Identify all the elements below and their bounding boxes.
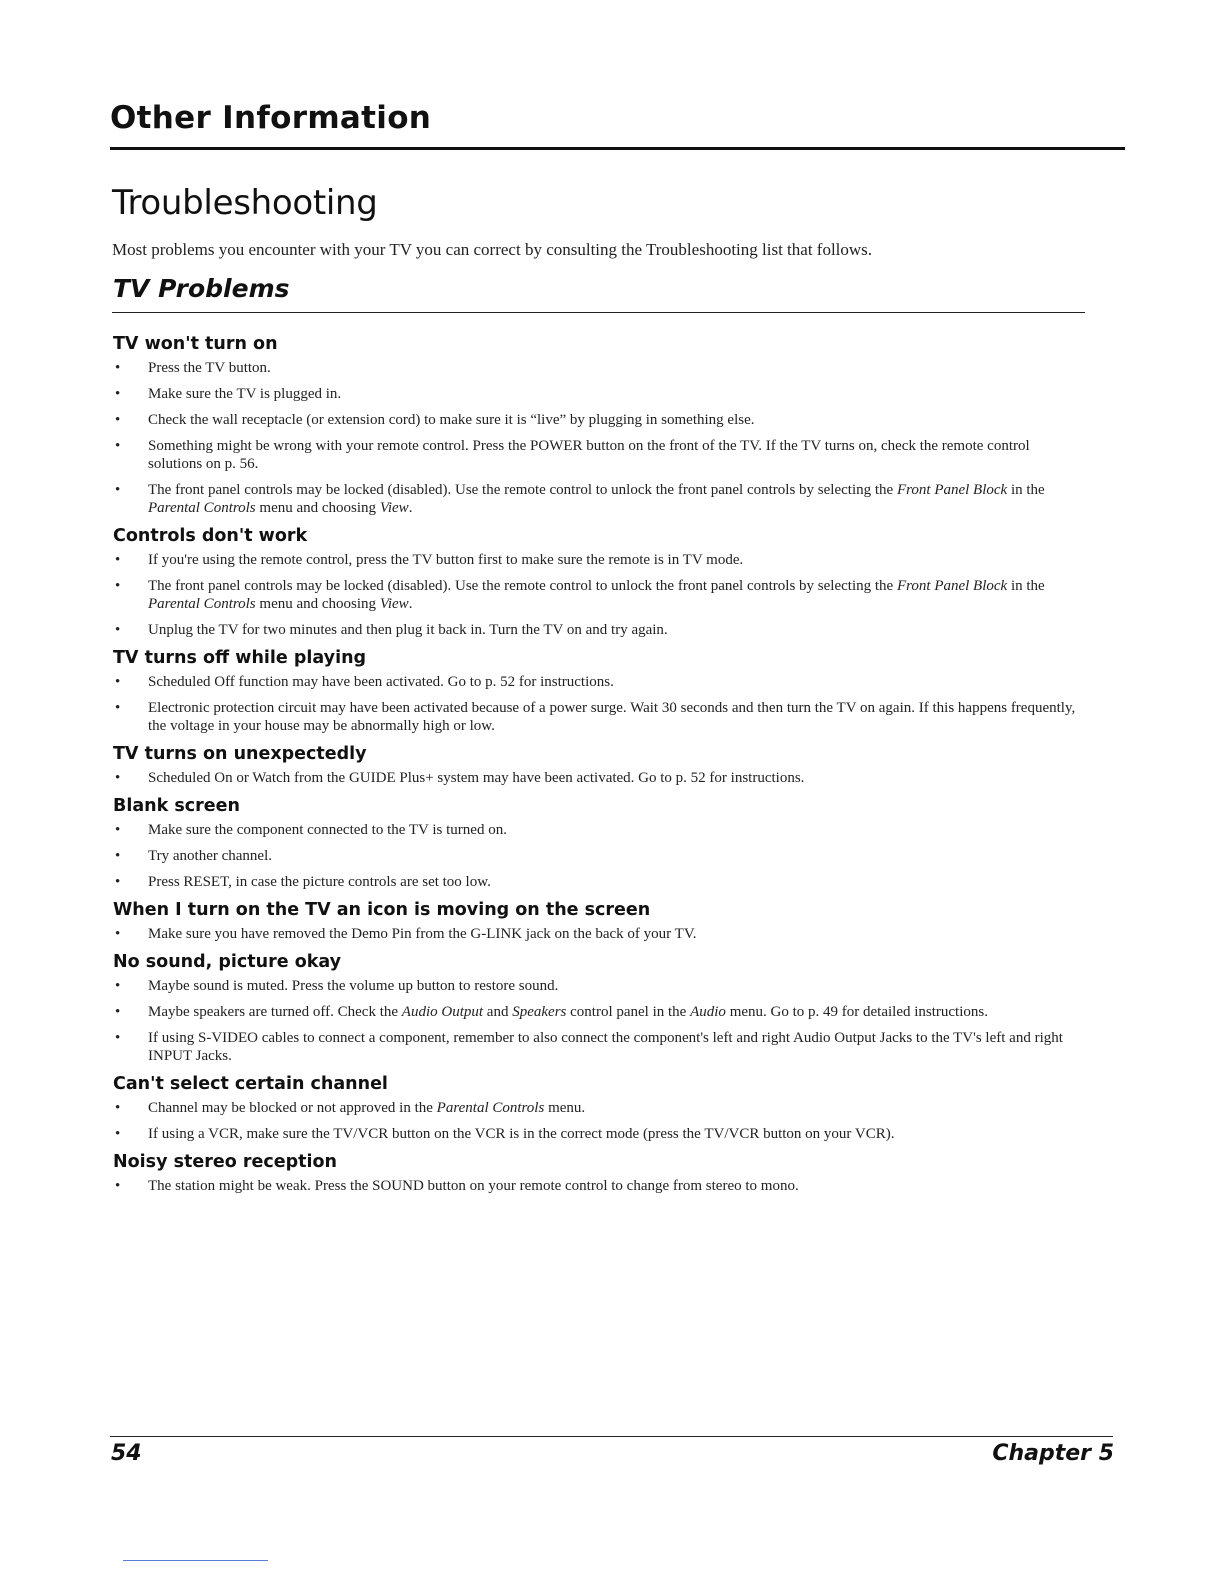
bullet-icon: • [115,438,121,454]
solution-item [113,481,1083,517]
menu-reference: Parental Controls [436,1100,545,1116]
menu-reference: Audio Output [401,1004,484,1020]
solution-item [113,1029,1083,1065]
bullet-icon: • [115,412,121,428]
bullet-icon: • [115,700,121,716]
bullet-icon: • [115,1030,121,1046]
solution-list [113,925,1083,943]
solution-text: Scheduled Off function may have been activated. Go to p. 52 for instructions. [148,674,614,690]
solution-item [113,873,1083,891]
solution-item [113,847,1083,865]
menu-reference: Audio [690,1004,726,1020]
bullet-icon: • [115,552,121,568]
solution-list [113,821,1083,891]
bullet-icon: • [115,482,121,498]
bullet-icon: • [115,674,121,690]
menu-reference: View [379,500,409,516]
solution-text: Channel may be blocked or not approved in the [148,1100,437,1116]
solution-item [113,411,1083,429]
problem-title: Controls don't work [113,526,308,546]
bullet-icon: • [115,386,121,402]
solution-text: If using S-VIDEO cables to connect a component, remember to also connect the component's left and right Audio Output Jacks to the TV's left and right INPUT Jacks. [148,1030,1063,1064]
solution-text: in the [1007,482,1045,498]
problem-group [113,333,1083,517]
solution-text: menu and choosing [255,596,380,612]
solution-text: Make sure the component connected to the TV is turned on. [148,822,507,838]
bullet-icon: • [115,978,121,994]
problem-group [113,899,1083,943]
solution-text: Press the TV button. [148,360,271,376]
solution-text: Press RESET, in case the picture controls are set too low. [148,874,491,890]
solution-text: Make sure the TV is plugged in. [148,386,342,402]
solution-text: control panel in the [566,1004,691,1020]
solution-item [113,385,1083,403]
footer-rule [110,1436,1113,1437]
solution-text: menu. Go to p. 49 for detailed instructions. [725,1004,988,1020]
problem-group [113,795,1083,891]
problem-group [113,951,1083,1065]
solution-text: If you're using the remote control, press the TV button first to make sure the remote is in TV mode. [148,552,744,568]
solution-item [113,673,1083,691]
solution-item [113,925,1083,943]
solution-text: Maybe sound is muted. Press the volume up button to restore sound. [148,978,559,994]
bullet-icon: • [115,1126,121,1142]
problem-title: TV turns off while playing [113,648,367,668]
problem-group [113,1073,1083,1143]
solution-text: . [408,500,413,516]
solution-item [113,621,1083,639]
menu-reference: Front Panel Block [896,482,1008,498]
solution-item [113,699,1083,735]
menu-reference: Speakers [512,1004,567,1020]
bullet-icon: • [115,1100,121,1116]
solution-text: Make sure you have removed the Demo Pin from the G-LINK jack on the back of your TV. [148,926,697,942]
solution-list [113,977,1083,1065]
solution-item [113,1003,1083,1021]
problem-title: Can't select certain channel [113,1074,388,1094]
bullet-icon: • [115,1004,121,1020]
menu-reference: View [379,596,409,612]
problem-title: TV won't turn on [113,334,278,354]
solution-item [113,769,1083,787]
bullet-icon: • [115,874,121,890]
solution-text: Check the wall receptacle (or extension cord) to make sure it is “live” by plugging in something else. [148,412,755,428]
solution-item [113,1177,1083,1195]
page-number: 54 [111,1441,142,1466]
problem-title: When I turn on the TV an icon is moving on the screen [113,900,651,920]
solution-text: menu and choosing [255,500,380,516]
solution-text: . [408,596,413,612]
solution-item [113,821,1083,839]
solution-item [113,577,1083,613]
menu-reference: Parental Controls [148,596,256,612]
solution-item [113,977,1083,995]
solution-list [113,1099,1083,1143]
menu-reference: Front Panel Block [896,578,1008,594]
solution-item [113,359,1083,377]
solution-item [113,1099,1083,1117]
solution-text: The front panel controls may be locked (disabled). Use the remote control to unlock the front panel controls by selecting the [148,578,897,594]
problem-group [113,525,1083,639]
section-title: Troubleshooting [112,183,378,223]
solution-text: Maybe speakers are turned off. Check the [148,1004,402,1020]
problem-group [113,743,1083,787]
bullet-icon: • [115,622,121,638]
solution-text: If using a VCR, make sure the TV/VCR button on the VCR is in the correct mode (press the TV/VCR button on your VCR). [148,1126,895,1142]
solution-item [113,1125,1083,1143]
subsection-rule [112,312,1085,313]
solution-list [113,1177,1083,1195]
solution-text: Try another channel. [148,848,272,864]
solution-list [113,551,1083,639]
solution-text: The station might be weak. Press the SOUND button on your remote control to change from stereo to mono. [148,1178,799,1194]
bullet-icon: • [115,822,121,838]
solution-item [113,437,1083,473]
solution-text: in the [1007,578,1045,594]
heading-rule [110,147,1125,150]
problem-title: Noisy stereo reception [113,1152,337,1172]
bullet-icon: • [115,578,121,594]
bullet-icon: • [115,926,121,942]
solution-list [113,769,1083,787]
problem-title: TV turns on unexpectedly [113,744,367,764]
solution-item [113,551,1083,569]
solution-text: Something might be wrong with your remote control. Press the POWER button on the front of the TV. If the TV turns on, check the remote control solutions on p. 56. [148,438,1030,472]
solution-text: Scheduled On or Watch from the GUIDE Plus+ system may have been activated. Go to p. 52 for instructions. [148,770,805,786]
problem-group [113,647,1083,735]
solution-text: menu. [544,1100,586,1116]
menu-reference: Parental Controls [148,500,256,516]
problem-title: No sound, picture okay [113,952,342,972]
subsection-title: TV Problems [113,274,290,303]
solution-text: The front panel controls may be locked (disabled). Use the remote control to unlock the front panel controls by selecting the [148,482,897,498]
bullet-icon: • [115,360,121,376]
intro-text: Most problems you encounter with your TV you can correct by consulting the Troubleshooting list that follows. [112,240,873,259]
problem-group [113,1151,1083,1195]
solution-list [113,359,1083,517]
problem-title: Blank screen [113,796,240,816]
scan-artifact-line [123,1560,268,1561]
troubleshooting-list [113,333,1083,1203]
chapter-label: Chapter 5 [992,1441,1114,1466]
solution-list [113,673,1083,735]
solution-text: and [483,1004,513,1020]
solution-text: Electronic protection circuit may have been activated because of a power surge. Wait 30 seconds and then turn the TV on again. If this happens frequently, the voltage in your house may be abnormally high or low. [148,700,1076,734]
chapter-heading: Other Information [110,100,432,136]
bullet-icon: • [115,848,121,864]
solution-text: Unplug the TV for two minutes and then plug it back in. Turn the TV on and try again. [148,622,668,638]
bullet-icon: • [115,1178,121,1194]
bullet-icon: • [115,770,121,786]
